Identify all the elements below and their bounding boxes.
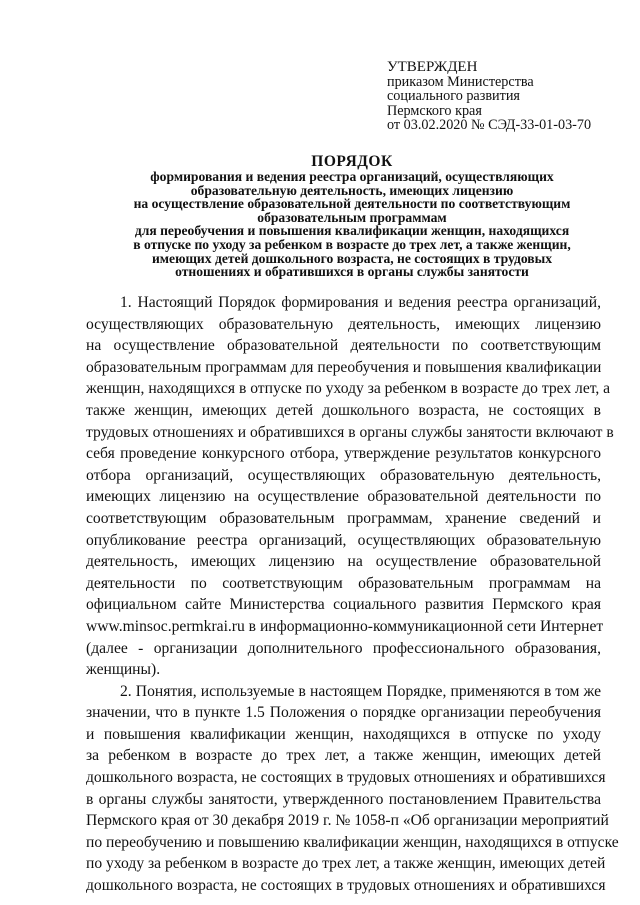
approval-line: приказом Министерства [387, 73, 534, 90]
approval-line: УТВЕРЖДЕН [387, 59, 478, 75]
paragraph-line: трудовых отношениях и обратившихся в органы службы занятости включают в [86, 423, 614, 441]
paragraph-line: (далее - организации дополнительного профессионального образования, [86, 639, 601, 657]
paragraph-line: деятельности по соответствующим образовательным программам на [86, 574, 601, 592]
paragraph-line: дошкольного возраста, не состоящих в трудовых отношениях и обратившихся [86, 877, 606, 895]
heading-line: образовательную деятельность, имеющих лицензию [190, 182, 514, 198]
paragraph-line: значении, что в пункте 1.5 Положения о порядке организации переобучения [86, 704, 601, 722]
paragraph-line: по переобучению и повышению квалификации женщин, находящихся в отпуске [86, 833, 619, 851]
paragraph-line: имеющих лицензию на осуществление образовательной деятельности по [86, 488, 601, 506]
paragraph-line: официальном сайте Министерства социального развития Пермского края [86, 596, 601, 614]
document-body [86, 292, 619, 897]
paragraph-line: женщин, находящихся в отпуске по уходу за ребенком в возрасте до трех лет, а [86, 380, 611, 398]
paragraph-line: 2. Понятия, используемые в настоящем Порядке, применяются в том же [120, 682, 601, 700]
paragraph-line: на осуществление образовательной деятельности по соответствующим [86, 337, 601, 355]
heading-line: формирования и ведения реестра организаций, осуществляющих [150, 169, 554, 184]
heading-line: на осуществление образовательной деятельности по соответствующим [133, 196, 571, 212]
paragraph-line: опубликование реестра организаций, осуществляющих образовательную [86, 531, 601, 549]
paragraph-line: отбора организаций, осуществляющих образовательную деятельность, [86, 466, 601, 484]
paragraph-line: образовательным программам для переобучения и повышения квалификации [86, 358, 602, 376]
paragraph-line: 1. Настоящий Порядок формирования и ведения реестра организаций, [120, 294, 601, 311]
paragraph-line: также женщин, имеющих детей дошкольного возраста, не состоящих в [86, 401, 601, 419]
heading-line: в отпуске по уходу за ребенком в возрасте до трех лет, а также женщин, [133, 236, 571, 252]
approval-line: Пермского края [387, 102, 482, 119]
paragraph-line: себя проведение конкурсного отбора, утверждение результатов конкурсного [86, 445, 601, 463]
paragraph-line: соответствующим образовательным программам, хранение сведений и [86, 509, 601, 527]
paragraph-line: Пермского края от 30 декабря 2019 г. № 1058-п «Об организации мероприятий [86, 812, 609, 830]
heading-line: имеющих детей дошкольного возраста, не состоящих в трудовых [151, 250, 553, 266]
approval-line: социального развития [387, 88, 520, 105]
heading-line: для переобучения и повышения квалификации женщин, находящихся [134, 223, 570, 239]
paragraph-line: и повышения квалификации женщин, находящихся в отпуске по уходу [86, 725, 601, 743]
paragraph-line: за ребенком в возрасте до трех лет, а также женщин, имеющих детей [86, 747, 601, 765]
paragraph-line: деятельность, имеющих лицензию на осуществление образовательной [86, 553, 601, 571]
paragraph-line: по уходу за ребенком в возрасте до трех лет, а также женщин, имеющих детей [86, 855, 606, 873]
paragraph-line: www.minsoc.permkrai.ru в информационно-коммуникационной сети Интернет [86, 617, 604, 635]
heading-line: отношениях и обратившихся в органы службы занятости [175, 264, 529, 280]
heading-line: образовательным программам [257, 209, 447, 225]
document-title: ПОРЯДОК [311, 153, 393, 170]
approval-stamp [387, 60, 627, 133]
approval-line: от 03.02.2020 № СЭД-33-01-03-70 [387, 117, 592, 134]
paragraph-line: дошкольного возраста, не состоящих в трудовых отношениях и обратившихся [86, 769, 606, 787]
paragraph-line: женщины). [86, 661, 161, 679]
paragraph-line: осуществляющих образовательную деятельность, имеющих лицензию [86, 315, 601, 333]
document-heading [60, 153, 640, 279]
paragraph-line: в органы службы занятости, утвержденного постановлением Правительства [86, 790, 601, 808]
